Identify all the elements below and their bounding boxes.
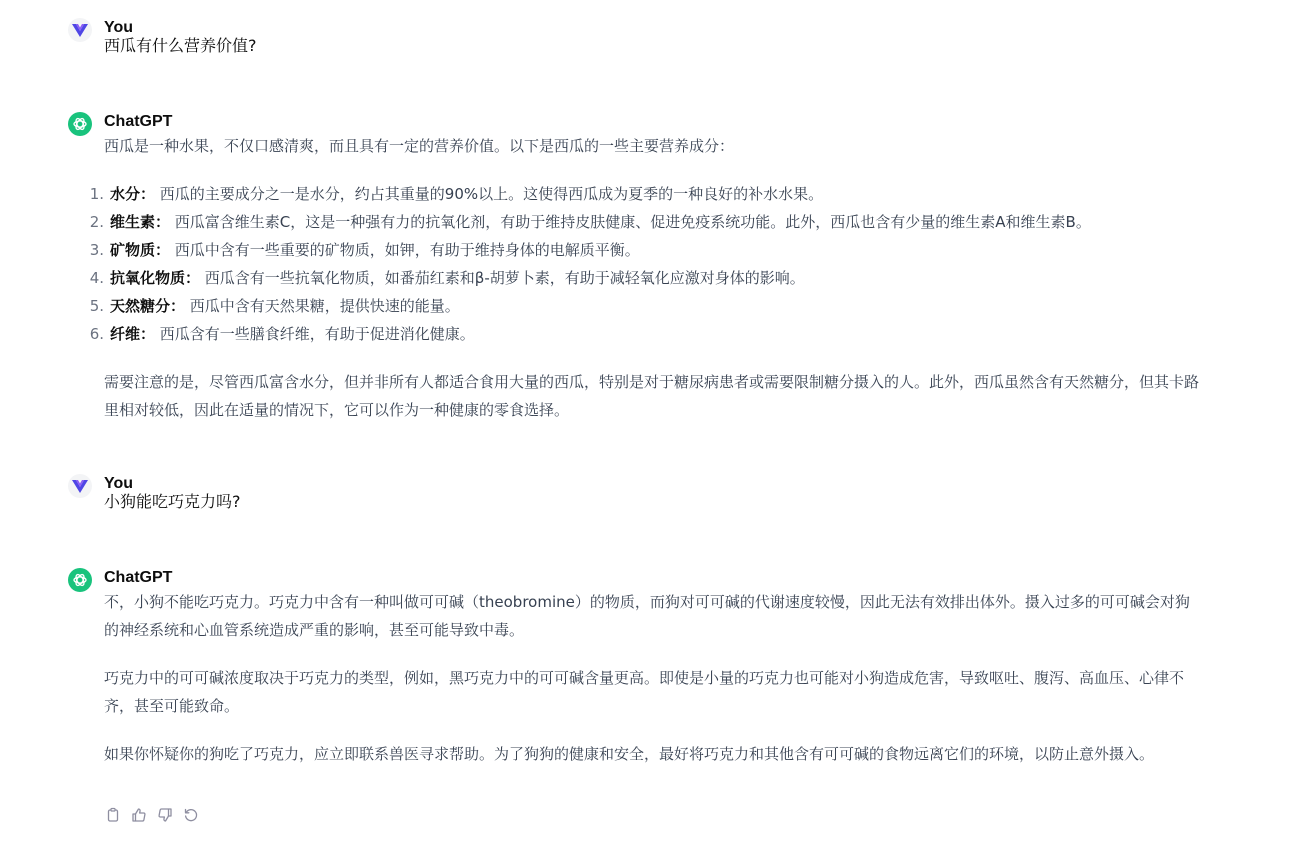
list-term: 抗氧化物质： xyxy=(110,269,201,287)
thumbs-up-button[interactable] xyxy=(130,806,148,824)
list-number: 4. xyxy=(89,269,104,287)
list-item xyxy=(89,320,1199,348)
copy-icon xyxy=(105,807,121,823)
list-number: 2. xyxy=(89,213,104,231)
list-item xyxy=(89,208,1199,236)
list-item xyxy=(89,236,1199,264)
message-actions xyxy=(104,806,200,824)
message-content xyxy=(89,132,1200,424)
list-term: 纤维： xyxy=(110,325,156,343)
message-author: ChatGPT xyxy=(104,569,173,586)
list-item xyxy=(89,180,1199,208)
message-content xyxy=(104,588,1199,768)
message-author: You xyxy=(104,475,134,492)
thumbs-down-icon xyxy=(157,807,173,823)
list-item xyxy=(89,264,1199,292)
intro-paragraph: 西瓜是一种水果，不仅口感清爽，而且具有一定的营养价值。以下是西瓜的一些主要营养成分： xyxy=(104,137,735,155)
list-number: 3. xyxy=(89,241,104,259)
chatgpt-avatar xyxy=(68,568,92,592)
regenerate-icon xyxy=(183,807,199,823)
outro-paragraph: 需要注意的是，尽管西瓜富含水分，但并非所有人都适合食用大量的西瓜，特别是对于糖尿病患者或需要限制糖分摄入的人。此外，西瓜虽然含有天然糖分，但其卡路里相对较低，因此在适量的情况下，它可以作为一种健康的零食选择。 xyxy=(104,373,1200,419)
thumbs-up-icon xyxy=(131,807,147,823)
list-desc: 西瓜的主要成分之一是水分，约占其重量的90%以上。这使得西瓜成为夏季的一种良好的补水水果。 xyxy=(159,185,824,203)
copy-button[interactable] xyxy=(104,806,122,824)
user-avatar xyxy=(68,18,92,42)
list-desc: 西瓜含有一些抗氧化物质，如番茄红素和β-胡萝卜素，有助于减轻氧化应激对身体的影响。 xyxy=(204,269,805,287)
list-item xyxy=(89,292,1199,320)
nutrition-list xyxy=(89,180,1199,348)
list-term: 天然糖分： xyxy=(110,297,186,315)
message-author: You xyxy=(104,19,134,36)
message-author: ChatGPT xyxy=(104,113,173,130)
list-term: 维生素： xyxy=(110,213,171,231)
user-avatar xyxy=(68,474,92,498)
message-text: 西瓜有什么营养价值? xyxy=(104,36,257,55)
regenerate-button[interactable] xyxy=(182,806,200,824)
list-term: 水分： xyxy=(110,185,156,203)
thumbs-down-button[interactable] xyxy=(156,806,174,824)
list-number: 5. xyxy=(89,297,104,315)
message-assistant-2 xyxy=(68,568,1198,838)
list-desc: 西瓜富含维生素C，这是一种强有力的抗氧化剂，有助于维持皮肤健康、促进免疫系统功能。此外，西瓜也含有少量的维生素A和维生素B。 xyxy=(174,213,1091,231)
paragraph: 巧克力中的可可碱浓度取决于巧克力的类型，例如，黑巧克力中的可可碱含量更高。即使是小量的巧克力也可能对小狗造成危害，导致呕吐、腹泻、高血压、心律不齐，甚至可能致命。 xyxy=(104,669,1185,715)
list-desc: 西瓜中含有一些重要的矿物质，如钾，有助于维持身体的电解质平衡。 xyxy=(174,241,640,259)
chatgpt-avatar xyxy=(68,112,92,136)
list-number: 6. xyxy=(89,325,104,343)
list-term: 矿物质： xyxy=(110,241,171,259)
message-text: 小狗能吃巧克力吗? xyxy=(104,492,241,511)
list-desc: 西瓜含有一些膳食纤维，有助于促进消化健康。 xyxy=(159,325,475,343)
paragraph: 不，小狗不能吃巧克力。巧克力中含有一种叫做可可碱（theobromine）的物质，而狗对可可碱的代谢速度较慢，因此无法有效排出体外。摄入过多的可可碱会对狗的神经系统和心血管系统造成严重的影响，甚至可能导致中毒。 xyxy=(104,593,1190,639)
openai-logo-icon xyxy=(68,568,92,592)
paragraph: 如果你怀疑你的狗吃了巧克力，应立即联系兽医寻求帮助。为了狗狗的健康和安全，最好将巧克力和其他含有可可碱的食物远离它们的环境，以防止意外摄入。 xyxy=(104,745,1155,763)
user-avatar-logo-icon xyxy=(68,18,92,42)
list-number: 1. xyxy=(89,185,104,203)
message-assistant-1 xyxy=(68,112,1198,432)
user-avatar-logo-icon xyxy=(68,474,92,498)
openai-logo-icon xyxy=(68,112,92,136)
list-desc: 西瓜中含有天然果糖，提供快速的能量。 xyxy=(189,297,460,315)
message-user-1 xyxy=(68,18,1198,68)
message-user-2 xyxy=(68,474,1198,524)
